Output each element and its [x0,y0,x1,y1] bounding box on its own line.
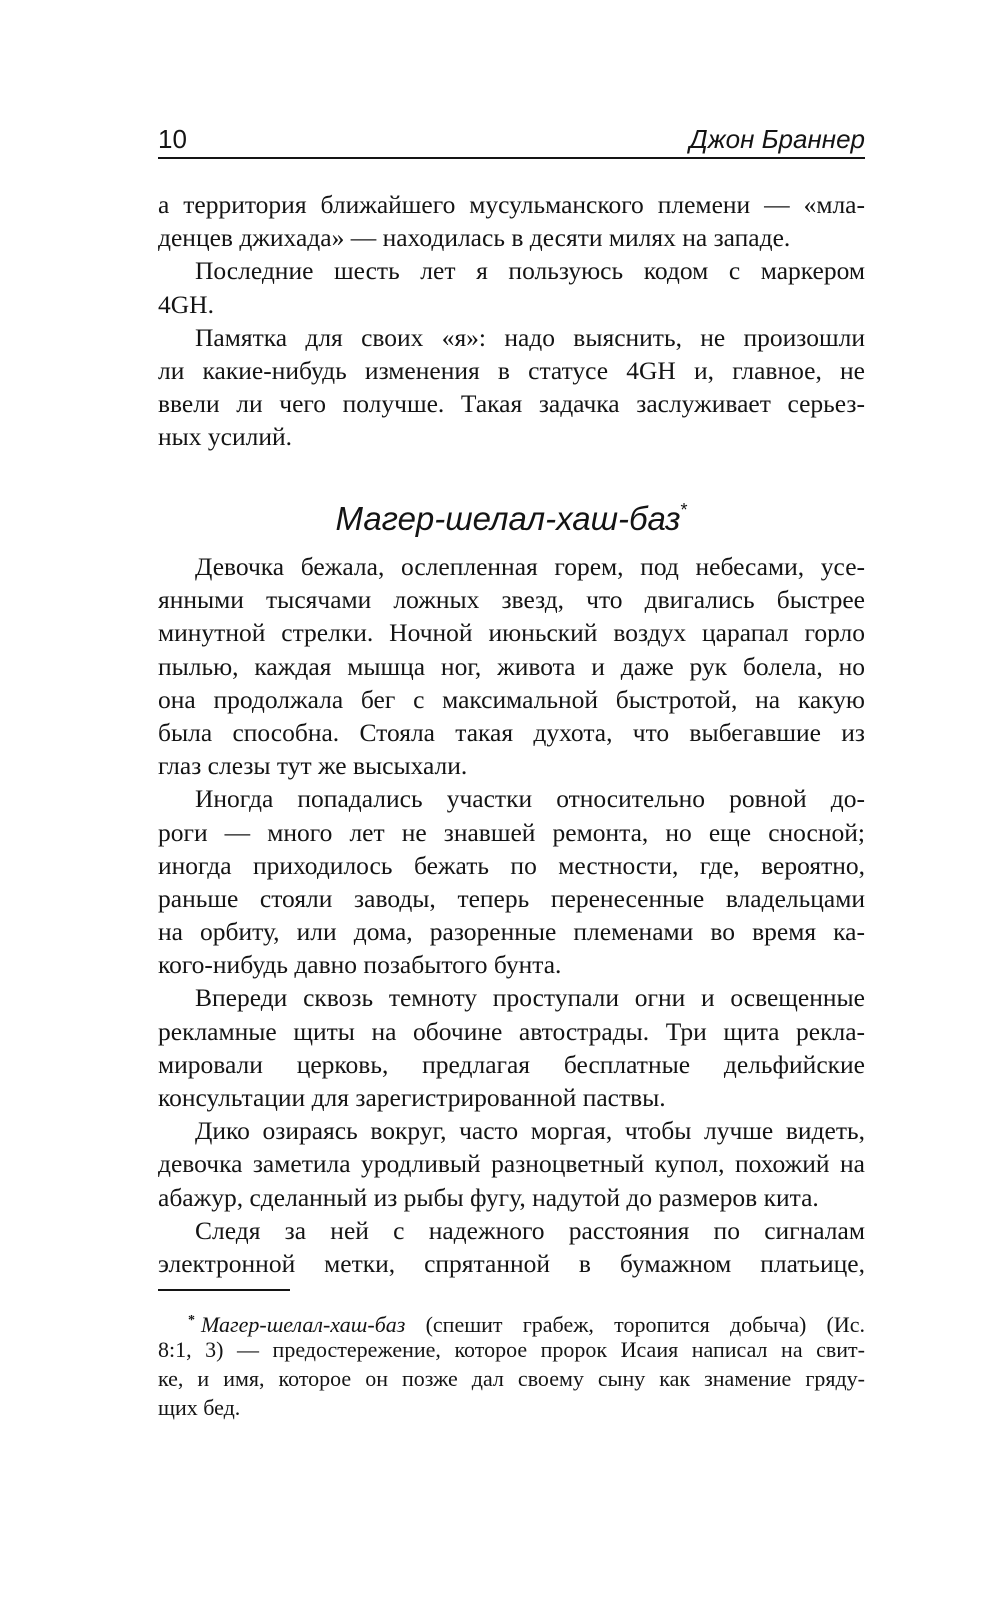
text-line: 4GH. [158,289,214,319]
text-line: глаз слезы тут же высыхали. [158,751,468,781]
text-line: электронной метки, спрятанной в бумажном платьице, [158,1248,865,1278]
paragraph [158,1214,865,1280]
paragraph [158,550,865,782]
text-line: Иногда попадались участки относительно ровной до- [195,784,865,814]
footnote-term: Магер-шелал-хаш-баз [201,1312,406,1337]
text-line: абажур, сделанный из рыбы фугу, надутой до размеров кита. [158,1182,819,1212]
footnote-rule [158,1289,290,1291]
footnote-reference-marker: * [680,500,688,520]
footnote-line: 8:1, 3) — предостережение, которое пророк Исаия написал на свит- [158,1337,865,1362]
footnote-line [158,1306,865,1335]
footnote-marker: * [188,1313,195,1328]
text-line: Последние шесть лет я пользуюсь кодом с маркером [195,256,865,286]
text-line: минутной стрелки. Ночной июньский воздух царапал горло [158,618,865,648]
text-line: пылью, каждая мышца ног, живота и даже рук болела, но [158,651,865,681]
text-line: роги — много лет не знавшей ремонта, но еще сносной; [158,817,865,847]
text-line: Памятка для своих «я»: надо выяснить, не произошли [195,322,865,352]
text-line: янными тысячами ложных звезд, что двигались быстрее [158,585,865,615]
paragraph [158,981,865,1114]
text-line: ввели ли чего получше. Такая задачка заслуживает серьез- [158,389,865,419]
paragraph [158,254,865,320]
text-line: Следя за ней с надежного расстояния по сигналам [195,1215,865,1245]
paragraph [158,782,865,981]
footnote-text: (спешит грабеж, торопится добыча) (Ис. [405,1312,865,1337]
text-line: Девочка бежала, ослепленная горем, под небесами, усе- [195,552,865,581]
footnote-line: ке, и имя, которое он позже дал своему сыну как знамение гряду- [158,1366,865,1391]
text-line: девочка заметила уродливый разноцветный купол, похожий на [158,1149,865,1179]
footnote-line: щих бед. [158,1395,241,1420]
text-line: ных усилий. [158,422,293,452]
running-header [158,122,865,156]
paragraph [158,321,865,454]
text-line: она продолжала бег с максимальной быстротой, на какую [158,684,865,714]
text-line: консультации для зарегистрированной паствы. [158,1083,666,1112]
body-text-main [158,550,865,1280]
paragraph [158,1114,865,1214]
page-number: 10 [158,124,187,154]
footnote [158,1306,865,1422]
text-line: иногда приходилось бежать по местности, где, вероятно, [158,850,865,880]
text-line: на орбиту, или дома, разоренные племенами во время ка- [158,917,865,947]
paragraph [158,188,865,254]
section-heading-title: Магер-шелал-хаш-баз [335,500,681,537]
text-line: рекламные щиты на обочине автострады. Три щита рекла- [158,1016,865,1046]
text-line: денцев джихада» — находилась в десяти милях на западе. [158,223,791,253]
section-heading [158,490,865,537]
header-rule [158,157,865,159]
running-title: Джон Браннер [689,124,865,154]
text-line: Дико озираясь вокруг, часто моргая, чтобы лучше видеть, [195,1116,865,1146]
text-line: ли какие-нибудь изменения в статусе 4GH и, главное, не [158,355,865,385]
body-text-top [158,188,865,454]
text-line: Впереди сквозь темноту проступали огни и освещенные [195,983,865,1013]
text-line: кого-нибудь давно позабытого бунта. [158,950,562,980]
text-line: была способна. Стояла такая духота, что выбегавшие из [158,717,865,747]
text-line: раньше стояли заводы, теперь перенесенные владельцами [158,883,865,913]
text-line: а территория ближайшего мусульманского племени — «мла- [158,190,865,219]
text-line: мировали церковь, предлагая бесплатные дельфийские [158,1049,865,1079]
